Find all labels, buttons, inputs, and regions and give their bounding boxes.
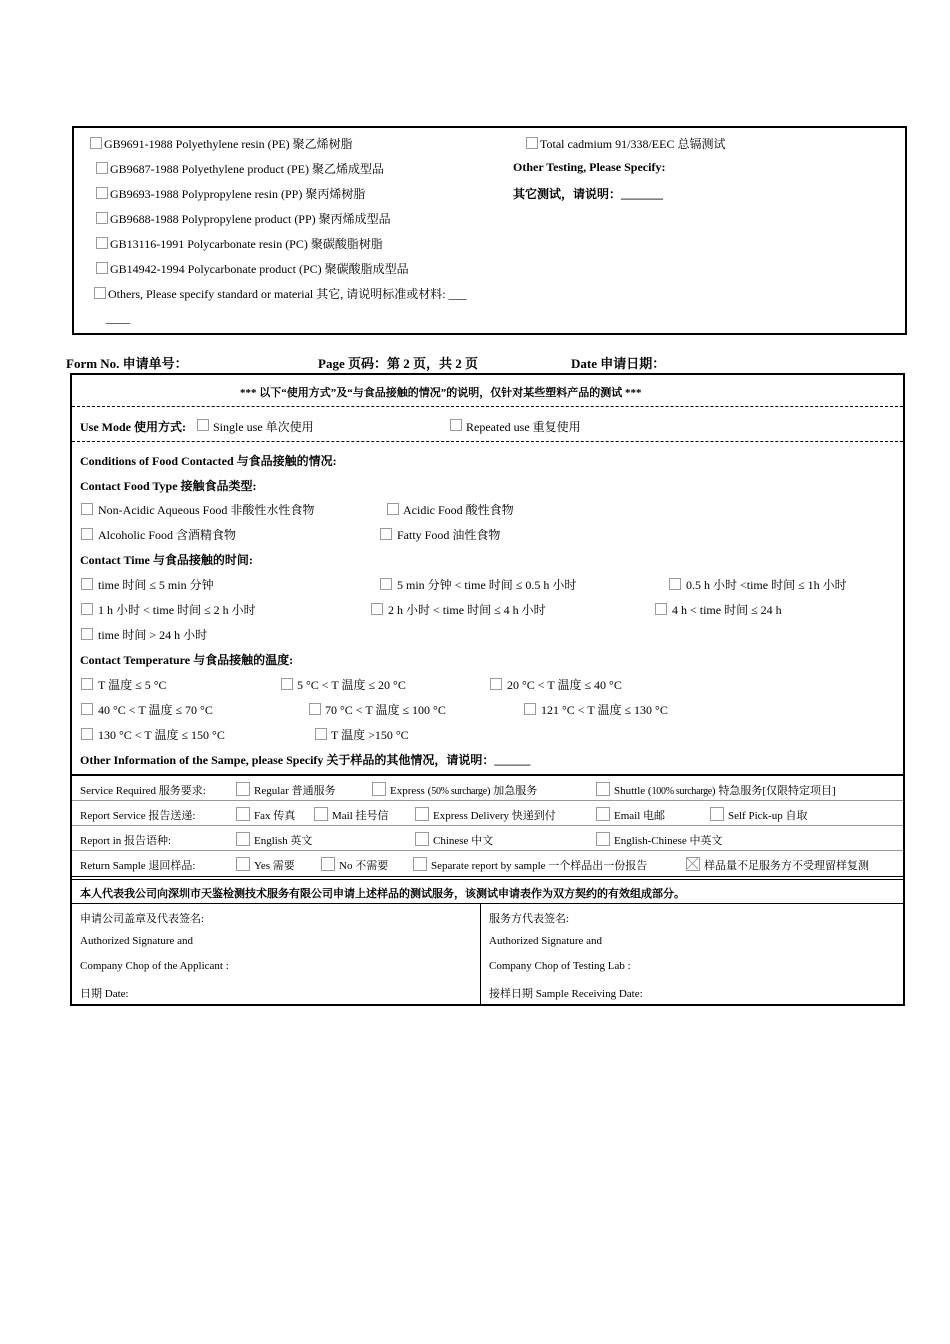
insufficient-sample-checkbox[interactable]	[686, 857, 700, 871]
express-delivery-checkbox[interactable]	[415, 807, 429, 821]
chinese-checkbox[interactable]	[415, 832, 429, 846]
temp-3-label: 20 °C < T 温度 ≤ 40 °C	[507, 678, 622, 692]
standard-label-5: GB13116-1991 Polycarbonate resin (PC) 聚碳酸脂树脂	[110, 237, 383, 251]
standard-label-3: GB9693-1988 Polypropylene resin (PP) 聚丙烯树脂	[110, 187, 366, 201]
sig-right-4: 接样日期 Sample Receiving Date:	[489, 988, 643, 1000]
regular-checkbox[interactable]	[236, 782, 250, 796]
self-pickup-label: Self Pick-up 自取	[728, 810, 808, 822]
english-checkbox[interactable]	[236, 832, 250, 846]
fax-checkbox[interactable]	[236, 807, 250, 821]
standard-checkbox-7[interactable]	[94, 287, 106, 299]
report-service-label: Report Service 报告送递:	[80, 810, 196, 822]
date-label: Date 申请日期：	[571, 356, 666, 371]
separate-report-checkbox[interactable]	[413, 857, 427, 871]
sig-left-2: Authorized Signature and	[80, 935, 194, 947]
non-acidic-checkbox[interactable]	[81, 503, 93, 515]
declaration-divider	[72, 903, 903, 904]
time-4-checkbox[interactable]	[81, 603, 93, 615]
temp-4-label: 40 °C < T 温度 ≤ 70 °C	[98, 703, 213, 717]
other-testing-cn: 其它测试，请说明：_______	[513, 187, 664, 201]
single-use-label: Single use 单次使用	[213, 420, 314, 434]
mail-label: Mail 挂号信	[332, 810, 389, 822]
page-label: Page 页码：第 2 页，共 2 页	[318, 356, 478, 371]
title-divider	[72, 406, 903, 407]
regular-label: Regular 普通服务	[254, 785, 336, 797]
shuttle-checkbox[interactable]	[596, 782, 610, 796]
others-continuation: ____	[106, 311, 130, 325]
email-label: Email 电邮	[614, 810, 666, 822]
alcoholic-label: Alcoholic Food 含酒精食物	[98, 528, 236, 542]
sig-left-4: 日期 Date:	[80, 988, 129, 1000]
standard-checkbox-6[interactable]	[96, 262, 108, 274]
temp-7-label: 130 °C < T 温度 ≤ 150 °C	[98, 728, 225, 742]
report-in-label: Report in 报告语种:	[80, 835, 172, 847]
english-chinese-checkbox[interactable]	[596, 832, 610, 846]
standard-checkbox-5[interactable]	[96, 237, 108, 249]
mail-checkbox[interactable]	[314, 807, 328, 821]
shuttle-label-post: ) 特急服务[仅限特定项目]	[711, 785, 836, 797]
time-6-label: 4 h < time 时间 ≤ 24 h	[672, 603, 782, 617]
top-standards-box	[72, 126, 907, 335]
express-label-post: ) 加急服务	[486, 785, 538, 797]
conditions-title: Conditions of Food Contacted 与食品接触的情况:	[80, 454, 337, 468]
standard-checkbox-1[interactable]	[90, 137, 102, 149]
contact-time-title: Contact Time 与食品接触的时间:	[80, 553, 253, 567]
standard-label-2: GB9687-1988 Polyethylene product (PE) 聚乙烯成型品	[110, 162, 384, 176]
alcoholic-checkbox[interactable]	[81, 528, 93, 540]
use-mode-divider	[72, 441, 903, 442]
standard-label-4: GB9688-1988 Polypropylene product (PP) 聚丙烯成型品	[110, 212, 391, 226]
time-3-checkbox[interactable]	[669, 578, 681, 590]
standard-checkbox-2[interactable]	[96, 162, 108, 174]
signature-column-divider	[480, 904, 481, 1004]
temp-1-checkbox[interactable]	[81, 678, 93, 690]
shuttle-label	[614, 782, 836, 798]
time-7-label: time 时间 > 24 h 小时	[98, 628, 208, 642]
temp-3-checkbox[interactable]	[490, 678, 502, 690]
service-row-divider-4	[72, 876, 903, 877]
form-no-label: Form No. 申请单号：	[66, 356, 188, 371]
non-acidic-label: Non-Acidic Aqueous Food 非酸性水性食物	[98, 503, 315, 517]
express-label	[390, 782, 537, 798]
sig-right-3: Company Chop of Testing Lab :	[489, 960, 631, 972]
time-2-checkbox[interactable]	[380, 578, 392, 590]
temp-5-label: 70 °C < T 温度 ≤ 100 °C	[325, 703, 446, 717]
acidic-checkbox[interactable]	[387, 503, 399, 515]
service-row-divider-5	[72, 879, 903, 880]
service-row-divider-3	[72, 850, 903, 851]
repeated-use-checkbox[interactable]	[450, 419, 462, 431]
time-2-label: 5 min 分钟 < time 时间 ≤ 0.5 h 小时	[397, 578, 577, 592]
service-row-divider-2	[72, 825, 903, 826]
use-mode-label: Use Mode 使用方式:	[80, 420, 186, 434]
time-6-checkbox[interactable]	[655, 603, 667, 615]
temp-6-checkbox[interactable]	[524, 703, 536, 715]
service-row-divider-1	[72, 800, 903, 801]
food-section-title: *** 以下“使用方式”及“与食品接触的情况”的说明，仅针对某些塑料产品的测试 ***	[240, 387, 642, 399]
separate-report-label: Separate report by sample 一个样品出一份报告	[431, 860, 648, 872]
single-use-checkbox[interactable]	[197, 419, 209, 431]
time-4-label: 1 h 小时 < time 时间 ≤ 2 h 小时	[98, 603, 256, 617]
standard-checkbox-3[interactable]	[96, 187, 108, 199]
contact-type-title: Contact Food Type 接触食品类型:	[80, 479, 257, 493]
return-yes-checkbox[interactable]	[236, 857, 250, 871]
english-chinese-label: English-Chinese 中英文	[614, 835, 723, 847]
return-no-label: No 不需要	[339, 860, 389, 872]
sig-right-2: Authorized Signature and	[489, 935, 603, 947]
time-3-label: 0.5 h 小时 <time 时间 ≤ 1h 小时	[686, 578, 847, 592]
chinese-label: Chinese 中文	[433, 835, 494, 847]
sig-right-1: 服务方代表签名:	[489, 913, 570, 925]
cadmium-checkbox[interactable]	[526, 137, 538, 149]
fatty-checkbox[interactable]	[380, 528, 392, 540]
other-info-label: Other Information of the Sampe, please Specify 关于样品的其他情况，请说明：______	[80, 753, 531, 767]
cadmium-label: Total cadmium 91/338/EEC 总镉测试	[540, 137, 726, 151]
return-sample-label: Return Sample 退回样品:	[80, 860, 196, 872]
time-5-label: 2 h 小时 < time 时间 ≤ 4 h 小时	[388, 603, 546, 617]
shuttle-label-pre: Shuttle (	[614, 785, 652, 797]
express-surcharge: 50% surcharge	[431, 786, 487, 797]
fatty-label: Fatty Food 油性食物	[397, 528, 501, 542]
temp-7-checkbox[interactable]	[81, 728, 93, 740]
repeated-use-label: Repeated use 重复使用	[466, 420, 581, 434]
temp-8-label: T 温度 >150 °C	[331, 728, 409, 742]
standard-label-7: Others, Please specify standard or material 其它, 请说明标准或材料: ___	[108, 287, 467, 301]
return-no-checkbox[interactable]	[321, 857, 335, 871]
temp-4-checkbox[interactable]	[81, 703, 93, 715]
time-1-label: time 时间 ≤ 5 min 分钟	[98, 578, 214, 592]
temp-6-label: 121 °C < T 温度 ≤ 130 °C	[541, 703, 668, 717]
time-1-checkbox[interactable]	[81, 578, 93, 590]
email-checkbox[interactable]	[596, 807, 610, 821]
express-delivery-label: Express Delivery 快递到付	[433, 810, 556, 822]
sig-left-3: Company Chop of the Applicant :	[80, 960, 229, 972]
temp-2-label: 5 °C < T 温度 ≤ 20 °C	[297, 678, 406, 692]
declaration-text: 本人代表我公司向深圳市天鉴检测技术服务有限公司申请上述样品的测试服务，该测试申请表作为双方契约的有效组成部分。	[80, 888, 685, 900]
temp-8-checkbox[interactable]	[315, 728, 327, 740]
fax-label: Fax 传真	[254, 810, 296, 822]
temp-5-checkbox[interactable]	[309, 703, 321, 715]
sig-left-1: 申请公司盖章及代表签名:	[80, 913, 205, 925]
english-label: English 英文	[254, 835, 313, 847]
insufficient-sample-label: 样品量不足服务方不受理留样复测	[704, 860, 869, 872]
standard-label-6: GB14942-1994 Polycarbonate product (PC) 聚碳酸脂成型品	[110, 262, 409, 276]
standard-checkbox-4[interactable]	[96, 212, 108, 224]
contact-temp-title: Contact Temperature 与食品接触的温度:	[80, 653, 294, 667]
service-required-label: Service Required 服务要求:	[80, 785, 206, 797]
other-testing-en: Other Testing, Please Specify:	[513, 160, 666, 174]
time-5-checkbox[interactable]	[371, 603, 383, 615]
temp-2-checkbox[interactable]	[281, 678, 293, 690]
shuttle-surcharge: 100% surcharge	[651, 786, 712, 797]
acidic-label: Acidic Food 酸性食物	[403, 503, 514, 517]
self-pickup-checkbox[interactable]	[710, 807, 724, 821]
standard-label-1: GB9691-1988 Polyethylene resin (PE) 聚乙烯树脂	[104, 137, 353, 151]
return-yes-label: Yes 需要	[254, 860, 295, 872]
express-checkbox[interactable]	[372, 782, 386, 796]
express-label-pre: Express (	[390, 785, 432, 797]
time-7-checkbox[interactable]	[81, 628, 93, 640]
temp-1-label: T 温度 ≤ 5 °C	[98, 678, 167, 692]
